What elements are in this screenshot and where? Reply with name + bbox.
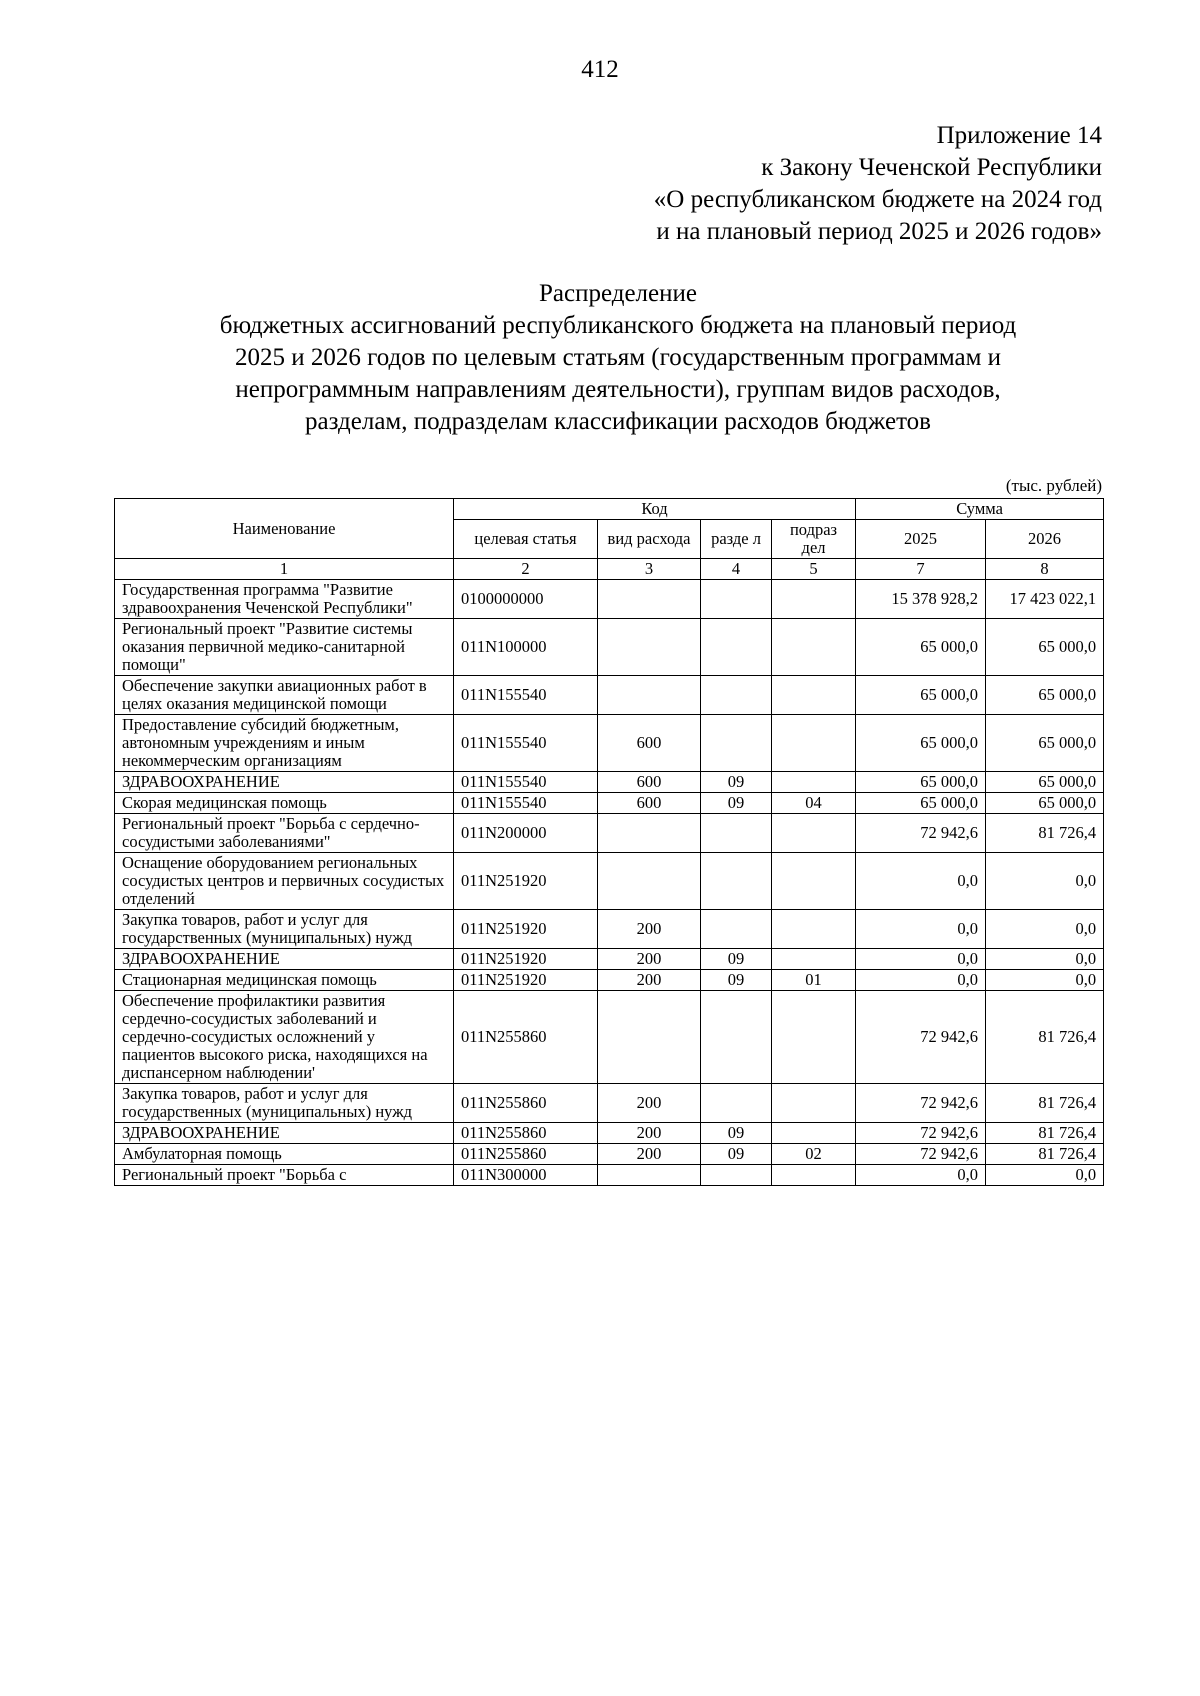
budget-table bbox=[114, 498, 1104, 1186]
row-subsection bbox=[772, 1084, 856, 1123]
row-section bbox=[701, 1165, 772, 1186]
row-expense-type: 600 bbox=[598, 772, 701, 793]
row-target-article: 011N155540 bbox=[454, 772, 598, 793]
row-target-article: 011N255860 bbox=[454, 1144, 598, 1165]
row-sum-2026: 0,0 bbox=[986, 910, 1104, 949]
row-sum-2025: 72 942,6 bbox=[856, 1123, 986, 1144]
table-row bbox=[115, 991, 1104, 1084]
row-expense-type: 200 bbox=[598, 949, 701, 970]
row-subsection bbox=[772, 715, 856, 772]
row-section: 09 bbox=[701, 1123, 772, 1144]
row-sum-2026: 81 726,4 bbox=[986, 1144, 1104, 1165]
table-row bbox=[115, 814, 1104, 853]
index-cell: 8 bbox=[986, 559, 1104, 580]
row-subsection bbox=[772, 814, 856, 853]
table-row bbox=[115, 970, 1104, 991]
header-code: Код bbox=[454, 499, 856, 520]
row-expense-type: 200 bbox=[598, 1144, 701, 1165]
row-target-article: 011N155540 bbox=[454, 793, 598, 814]
row-sum-2026: 65 000,0 bbox=[986, 793, 1104, 814]
row-subsection bbox=[772, 910, 856, 949]
row-section bbox=[701, 814, 772, 853]
table-row bbox=[115, 715, 1104, 772]
row-sum-2026: 0,0 bbox=[986, 949, 1104, 970]
table-row bbox=[115, 1084, 1104, 1123]
row-sum-2026: 0,0 bbox=[986, 970, 1104, 991]
row-subsection: 01 bbox=[772, 970, 856, 991]
row-subsection: 02 bbox=[772, 1144, 856, 1165]
table-row bbox=[115, 580, 1104, 619]
table-row bbox=[115, 1123, 1104, 1144]
row-subsection bbox=[772, 676, 856, 715]
row-target-article: 011N251920 bbox=[454, 949, 598, 970]
row-sum-2026: 0,0 bbox=[986, 1165, 1104, 1186]
table-row bbox=[115, 772, 1104, 793]
row-subsection: 04 bbox=[772, 793, 856, 814]
row-expense-type: 200 bbox=[598, 1084, 701, 1123]
appendix-line-3: «О республиканском бюджете на 2024 год bbox=[653, 186, 1102, 213]
row-subsection bbox=[772, 1123, 856, 1144]
row-subsection bbox=[772, 991, 856, 1084]
header-expense-type: вид расхода bbox=[598, 520, 701, 559]
row-section: 09 bbox=[701, 949, 772, 970]
row-target-article: 011N300000 bbox=[454, 1165, 598, 1186]
row-sum-2025: 65 000,0 bbox=[856, 772, 986, 793]
row-sum-2025: 65 000,0 bbox=[856, 715, 986, 772]
row-target-article: 011N255860 bbox=[454, 1084, 598, 1123]
row-target-article: 011N255860 bbox=[454, 1123, 598, 1144]
row-section bbox=[701, 676, 772, 715]
row-name: Скорая медицинская помощь bbox=[115, 793, 454, 814]
row-expense-type bbox=[598, 619, 701, 676]
row-section: 09 bbox=[701, 793, 772, 814]
row-section bbox=[701, 853, 772, 910]
row-section bbox=[701, 1084, 772, 1123]
appendix-line-2: к Закону Чеченской Республики bbox=[761, 154, 1102, 181]
row-sum-2025: 0,0 bbox=[856, 1165, 986, 1186]
row-section: 09 bbox=[701, 1144, 772, 1165]
row-section bbox=[701, 619, 772, 676]
appendix-line-4: и на плановый период 2025 и 2026 годов» bbox=[656, 218, 1102, 245]
row-expense-type bbox=[598, 853, 701, 910]
page-number: 412 bbox=[581, 56, 619, 83]
header-subsection: подраз дел bbox=[772, 520, 856, 559]
table-row bbox=[115, 853, 1104, 910]
row-name: ЗДРАВООХРАНЕНИЕ bbox=[115, 949, 454, 970]
row-target-article: 011N200000 bbox=[454, 814, 598, 853]
table-row bbox=[115, 910, 1104, 949]
row-expense-type bbox=[598, 1165, 701, 1186]
index-cell: 4 bbox=[701, 559, 772, 580]
row-name: Стационарная медицинская помощь bbox=[115, 970, 454, 991]
row-target-article: 0100000000 bbox=[454, 580, 598, 619]
row-subsection bbox=[772, 619, 856, 676]
header-name: Наименование bbox=[115, 499, 454, 559]
title-line-4: непрограммным направлениям деятельности), группам видов расходов, bbox=[235, 376, 1001, 403]
table-row bbox=[115, 619, 1104, 676]
table-row bbox=[115, 1144, 1104, 1165]
row-name: Закупка товаров, работ и услуг для государственных (муниципальных) нужд bbox=[115, 910, 454, 949]
header-target-article: целевая статья bbox=[454, 520, 598, 559]
table-row bbox=[115, 1165, 1104, 1186]
row-name: Обеспечение профилактики развития сердечно-сосудистых заболеваний и сердечно-сосудистых осложнений у пациентов высокого риска, находящихся на диспансерном наблюдении' bbox=[115, 991, 454, 1084]
row-expense-type: 200 bbox=[598, 970, 701, 991]
row-name: ЗДРАВООХРАНЕНИЕ bbox=[115, 1123, 454, 1144]
row-name: Предоставление субсидий бюджетным, автономным учреждениям и иным некоммерческим организациям bbox=[115, 715, 454, 772]
row-sum-2025: 0,0 bbox=[856, 949, 986, 970]
index-cell: 5 bbox=[772, 559, 856, 580]
row-expense-type bbox=[598, 676, 701, 715]
row-target-article: 011N155540 bbox=[454, 715, 598, 772]
row-target-article: 011N251920 bbox=[454, 970, 598, 991]
row-name: Амбулаторная помощь bbox=[115, 1144, 454, 1165]
row-section bbox=[701, 910, 772, 949]
row-sum-2025: 65 000,0 bbox=[856, 793, 986, 814]
table-row bbox=[115, 793, 1104, 814]
row-target-article: 011N255860 bbox=[454, 991, 598, 1084]
table-row bbox=[115, 676, 1104, 715]
row-section bbox=[701, 580, 772, 619]
row-sum-2025: 72 942,6 bbox=[856, 1084, 986, 1123]
row-sum-2025: 72 942,6 bbox=[856, 991, 986, 1084]
row-subsection bbox=[772, 1165, 856, 1186]
row-sum-2026: 81 726,4 bbox=[986, 991, 1104, 1084]
document-title bbox=[170, 278, 1066, 438]
row-name: Обеспечение закупки авиационных работ в целях оказания медицинской помощи bbox=[115, 676, 454, 715]
row-name: Региональный проект "Борьба с bbox=[115, 1165, 454, 1186]
header-year-2026: 2026 bbox=[986, 520, 1104, 559]
row-sum-2026: 81 726,4 bbox=[986, 1123, 1104, 1144]
title-line-1: Распределение bbox=[539, 280, 697, 307]
title-line-2: бюджетных ассигнований республиканского бюджета на плановый период bbox=[219, 312, 1017, 339]
index-cell: 1 bbox=[115, 559, 454, 580]
row-sum-2025: 65 000,0 bbox=[856, 676, 986, 715]
row-subsection bbox=[772, 772, 856, 793]
index-cell: 2 bbox=[454, 559, 598, 580]
index-row bbox=[115, 559, 1104, 580]
row-sum-2026: 0,0 bbox=[986, 853, 1104, 910]
row-subsection bbox=[772, 580, 856, 619]
row-section: 09 bbox=[701, 970, 772, 991]
row-sum-2025: 65 000,0 bbox=[856, 619, 986, 676]
index-cell: 7 bbox=[856, 559, 986, 580]
row-expense-type: 600 bbox=[598, 715, 701, 772]
header-section: разде л bbox=[701, 520, 772, 559]
row-target-article: 011N251920 bbox=[454, 853, 598, 910]
appendix-reference bbox=[654, 120, 1102, 248]
units-label: (тыс. рублей) bbox=[1005, 476, 1102, 495]
row-sum-2026: 65 000,0 bbox=[986, 619, 1104, 676]
row-name: Закупка товаров, работ и услуг для государственных (муниципальных) нужд bbox=[115, 1084, 454, 1123]
row-sum-2026: 65 000,0 bbox=[986, 676, 1104, 715]
row-target-article: 011N251920 bbox=[454, 910, 598, 949]
row-expense-type: 200 bbox=[598, 910, 701, 949]
row-name: Региональный проект "Развитие системы оказания первичной медико-санитарной помощи" bbox=[115, 619, 454, 676]
title-line-5: разделам, подразделам классификации расходов бюджетов bbox=[305, 408, 931, 435]
row-sum-2025: 72 942,6 bbox=[856, 814, 986, 853]
row-name: Государственная программа "Развитие здравоохранения Чеченской Республики" bbox=[115, 580, 454, 619]
index-cell: 3 bbox=[598, 559, 701, 580]
row-section bbox=[701, 715, 772, 772]
row-name: Региональный проект "Борьба с сердечно-сосудистыми заболеваниями" bbox=[115, 814, 454, 853]
row-sum-2026: 65 000,0 bbox=[986, 715, 1104, 772]
appendix-line-1: Приложение 14 bbox=[936, 122, 1102, 149]
title-line-3: 2025 и 2026 годов по целевым статьям (государственным программам и bbox=[234, 344, 1002, 371]
row-expense-type bbox=[598, 580, 701, 619]
row-name: ЗДРАВООХРАНЕНИЕ bbox=[115, 772, 454, 793]
row-section: 09 bbox=[701, 772, 772, 793]
row-sum-2026: 81 726,4 bbox=[986, 814, 1104, 853]
row-target-article: 011N100000 bbox=[454, 619, 598, 676]
row-expense-type: 200 bbox=[598, 1123, 701, 1144]
header-row-top bbox=[115, 499, 1104, 520]
row-sum-2026: 17 423 022,1 bbox=[986, 580, 1104, 619]
row-sum-2026: 65 000,0 bbox=[986, 772, 1104, 793]
row-subsection bbox=[772, 853, 856, 910]
row-sum-2025: 0,0 bbox=[856, 910, 986, 949]
header-sum: Сумма bbox=[856, 499, 1104, 520]
table-row bbox=[115, 949, 1104, 970]
row-sum-2025: 15 378 928,2 bbox=[856, 580, 986, 619]
table-body bbox=[115, 580, 1104, 1186]
row-target-article: 011N155540 bbox=[454, 676, 598, 715]
row-expense-type bbox=[598, 991, 701, 1084]
row-sum-2026: 81 726,4 bbox=[986, 1084, 1104, 1123]
row-sum-2025: 72 942,6 bbox=[856, 1144, 986, 1165]
header-year-2025: 2025 bbox=[856, 520, 986, 559]
row-sum-2025: 0,0 bbox=[856, 853, 986, 910]
row-subsection bbox=[772, 949, 856, 970]
row-sum-2025: 0,0 bbox=[856, 970, 986, 991]
row-expense-type: 600 bbox=[598, 793, 701, 814]
row-expense-type bbox=[598, 814, 701, 853]
row-name: Оснащение оборудованием региональных сосудистых центров и первичных сосудистых отделений bbox=[115, 853, 454, 910]
row-section bbox=[701, 991, 772, 1084]
